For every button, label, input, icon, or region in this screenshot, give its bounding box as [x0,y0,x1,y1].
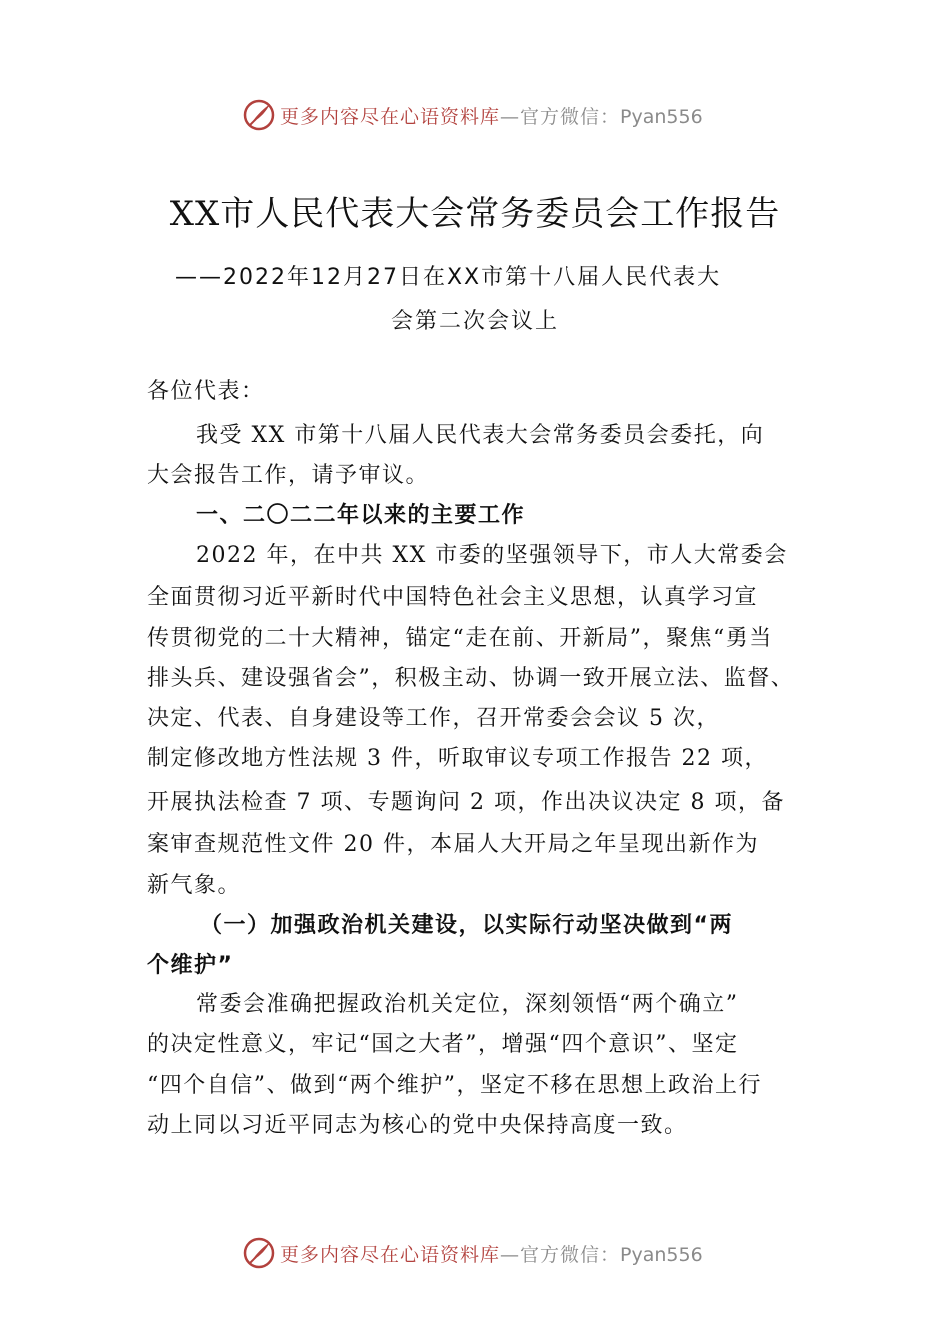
body-line: 的决定性意义，牢记“国之大者”，增强“四个意识”、坚定 [147,1032,739,1057]
body-line: 2022 年，在中共 XX 市委的坚强领导下，市人大常委会 [196,543,788,568]
body-line: 新气象。 [147,873,242,898]
salutation: 各位代表： [147,379,265,404]
body-line: 决定、代表、自身建设等工作，召开常委会会议 5 次， [147,706,720,731]
body-line: 排头兵、建设强省会”，积极主动、协调一致开展立法、监督、 [147,666,795,691]
body-line: 大会报告工作，请予审议。 [147,463,430,488]
body-line: 制定修改地方性法规 3 件，听取审议专项工作报告 22 项， [147,746,768,771]
body-line: “四个自信”、做到“两个维护”，坚定不移在思想上政治上行 [147,1073,762,1098]
subsection-heading: （一）加强政治机关建设，以实际行动坚决做到“两 [200,913,733,938]
feather-logo-icon [242,98,276,132]
subsection-heading: 个维护” [147,953,234,978]
body-line: 案审查规范性文件 20 件，本届人大开局之年呈现出新作为 [147,832,759,857]
feather-logo-icon [242,1236,276,1270]
body-line: 常委会准确把握政治机关定位，深刻领悟“两个确立” [196,992,739,1017]
body-line: 我受 XX 市第十八届人民代表大会常务委员会委托，向 [196,423,765,448]
document-subtitle-line1: ——2022年12月27日在XX市第十八届人民代表大 [175,265,722,290]
body-line: 传贯彻党的二十大精神，锚定“走在前、开新局”，聚焦“勇当 [147,626,773,651]
document-title: XX市人民代表大会常务委员会工作报告 [169,194,781,234]
body-line: 动上同以习近平同志为核心的党中央保持高度一致。 [147,1113,688,1138]
watermark-banner-bottom [0,1233,950,1273]
watermark-banner-top [0,95,950,135]
section-heading: 一、二〇二二年以来的主要工作 [196,503,526,528]
document-subtitle-line2: 会第二次会议上 [390,309,559,334]
watermark-text: 更多内容尽在心语资料库—官方微信：Pyan556 [280,1243,703,1266]
watermark-text: 更多内容尽在心语资料库—官方微信：Pyan556 [280,105,703,128]
body-line: 开展执法检查 7 项、专题询问 2 项，作出决议决定 8 项，备 [147,790,785,815]
body-line: 全面贯彻习近平新时代中国特色社会主义思想，认真学习宣 [147,585,759,610]
